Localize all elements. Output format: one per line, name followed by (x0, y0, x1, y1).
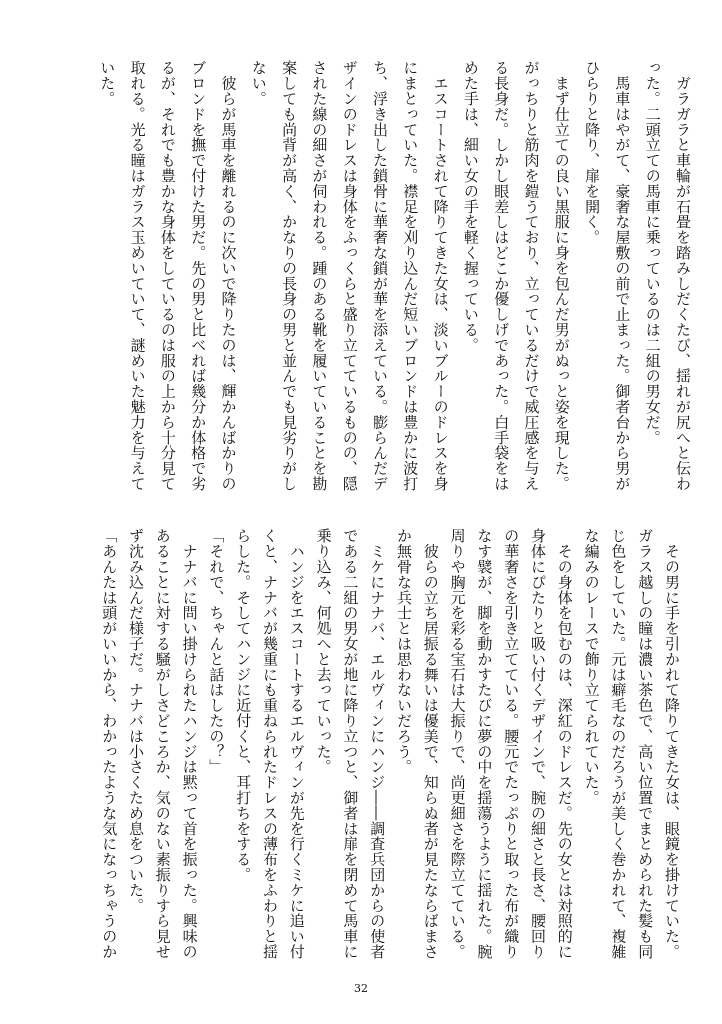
text-column: ち、浮き出した鎖骨に華奢な鎖が華を添えている。膨らんだデ (371, 60, 389, 492)
text-column: である二組の男女が地に降り立つと、御者は扉を閉めて馬車に (341, 528, 360, 960)
page-number: 32 (354, 982, 368, 995)
text-column: 取れる。光る瞳はガラス玉めいていて、謎めいた魅力を与えて (128, 60, 147, 492)
text-column: ガラガラと車輪が石畳を踏みしだくたび、揺れが尻へと伝わ (674, 60, 692, 492)
text-column: な編みのレースで飾り立てられていた。 (582, 528, 601, 806)
text-column: らした。そしてハンジに近付くと、耳打ちをする。 (234, 528, 253, 883)
text-column: なす襞が、脚を動かすたびに夢の中を揺蕩うように揺れた。腕 (475, 528, 494, 960)
text-column: るが、それでも豊かな身体をしているのは服の上から十分見て (158, 60, 177, 492)
text-column: ザインのドレスは身体をふっくらと盛り立てているものの、隠 (340, 60, 359, 492)
text-column: ブロンドを撫で付けた男だ。先の男と比べれば幾分か体格で劣 (189, 60, 208, 492)
text-column: 「あんたは頭がいいから、わかったような気になっちゃうのか (100, 528, 119, 960)
text-column: る長身だ。しかし眼差しはどこか優しげであった。白手袋をは (492, 60, 511, 492)
text-column: った。二頭立ての馬車に乗っているのは二組の男女だ。 (643, 60, 662, 445)
text-column: 馬車はやがて、豪奢な屋敷の前で止まった。御者台から男が (613, 60, 632, 492)
text-column: がっちりと筋肉を鎧うており、立っているだけで威圧感を与え (522, 60, 541, 492)
text-column: された線の細さが伺われる。踵のある靴を履いていることを勘 (310, 60, 329, 492)
text-column: 乗り込み、何処へと去っていった。 (314, 528, 333, 775)
text-column: じ色をしていた。元は癖毛なのだろうが美しく巻かれて、複雑 (609, 528, 628, 960)
text-column: 彼らが馬車を離れるのに次いで降りたのは、輝かんばかりの (219, 60, 238, 492)
text-column: ミケにナナバ、エルヴィンにハンジ――調査兵団からの使者 (368, 528, 387, 960)
text-column: その男に手を引かれて降りてきた女は、眼鏡を掛けていた。 (663, 528, 681, 960)
text-column: まず仕立ての良い黒服に身を包んだ男がぬっと姿を現した。 (552, 60, 571, 492)
text-column: ナナバに問い掛けられたハンジは黙って首を振った。興味の (180, 528, 199, 960)
text-column: ない。 (249, 60, 268, 107)
text-column: 案しても尚背が高く、かなりの長身の男と並んでも見劣りがし (280, 60, 299, 492)
text-column: にまとっていた。襟足を刈り込んだ短いブロンドは豊かに波打 (401, 60, 420, 492)
text-column: の華奢さを引き立てている。腰元でたっぷりと取った布が織り (502, 528, 521, 960)
text-column: 彼らの立ち居振る舞いは優美で、知らぬ者が見たならばまさ (421, 528, 440, 960)
text-column: 周りや胸元を彩る宝石は大振りで、尚更細さを際立てている。 (448, 528, 467, 960)
text-column: 「それで、ちゃんと話はしたの？」 (207, 528, 226, 775)
text-column: くと、ナナバが幾重にも重ねられたドレスの薄布をふわりと揺 (261, 528, 279, 960)
text-column: その身体を包むのは、深紅のドレスだ。先の女とは対照的に (555, 528, 574, 960)
text-column: 身体にぴたりと吸い付くデザインで、腕の細さと長さ、腰回り (529, 528, 547, 960)
text-column: ひらりと降り、扉を開く。 (583, 60, 602, 245)
text-column: ハンジをエスコートするエルヴィンが先を行くミケに追い付 (287, 528, 306, 960)
text-column: ガラス越しの瞳は濃い茶色で、高い位置でまとめられた髪も同 (636, 528, 655, 960)
text-column: めた手は、細い女の手を軽く握っている。 (461, 60, 480, 353)
text-column: あることに対する騒がしさどころか、気のない素振りすら見せ (153, 528, 172, 960)
text-column: エスコートされて降りてきた女は、淡いブルーのドレスを身 (431, 60, 450, 492)
text-column: いた。 (98, 60, 117, 107)
text-column: ず沈み込んだ様子だ。ナナバは小さくため息をついた。 (127, 528, 145, 913)
text-column: か無骨な兵士とは思わないだろう。 (395, 528, 413, 775)
